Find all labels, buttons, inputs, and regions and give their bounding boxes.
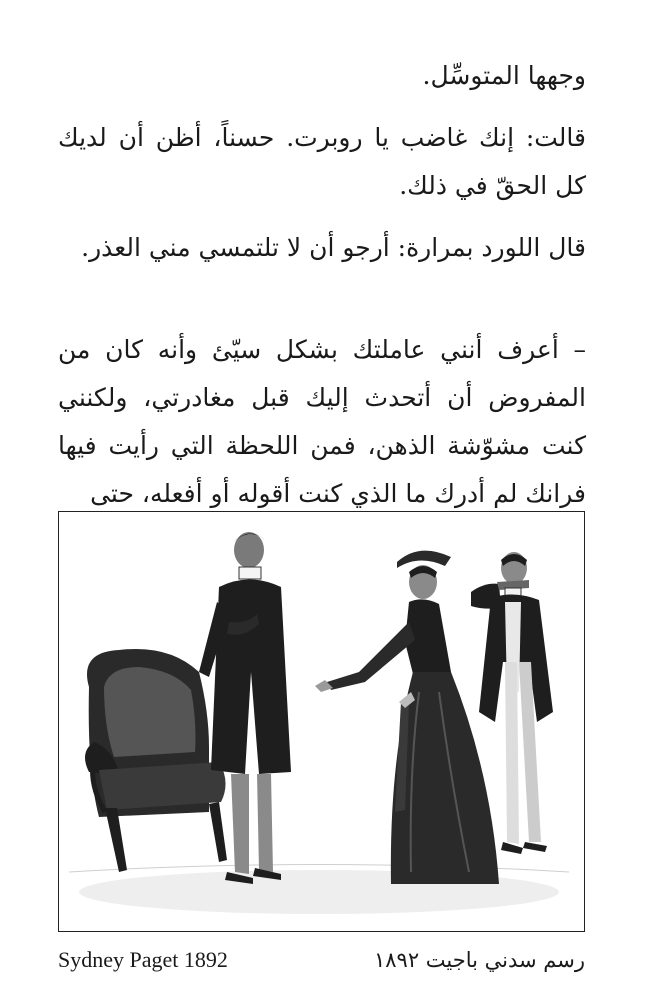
engraving-illustration: [59, 512, 583, 930]
illustration-frame: [58, 511, 585, 932]
paragraph-4: – أعرف أنني عاملتك بشكل سيّئ وأنه كان من المفروض أن أتحدث إليك قبل مغادرتي، ولكنني كنت مشوّشة الذهن، فمن اللحظة التي رأيت فيها فرانك لم أدرك ما الذي كنت أقوله أو أفعله، حتى: [58, 335, 586, 508]
paragraph-2: قالت: إنك غاضب يا روبرت. حسناً، أظن أن لديك كل الحقّ في ذلك.: [58, 123, 586, 200]
armchair: [85, 649, 227, 872]
caption-artist-english: Sydney Paget 1892: [58, 947, 228, 972]
paragraph-1: وجهها المتوسِّل.: [422, 61, 586, 90]
gentleman-figure: [199, 532, 291, 884]
paragraph-3: قال اللورد بمرارة: أرجو أن لا تلتمسي مني العذر.: [81, 233, 586, 262]
caption-artist-arabic: رسم سدني باجيت ١٨٩٢: [373, 948, 585, 972]
